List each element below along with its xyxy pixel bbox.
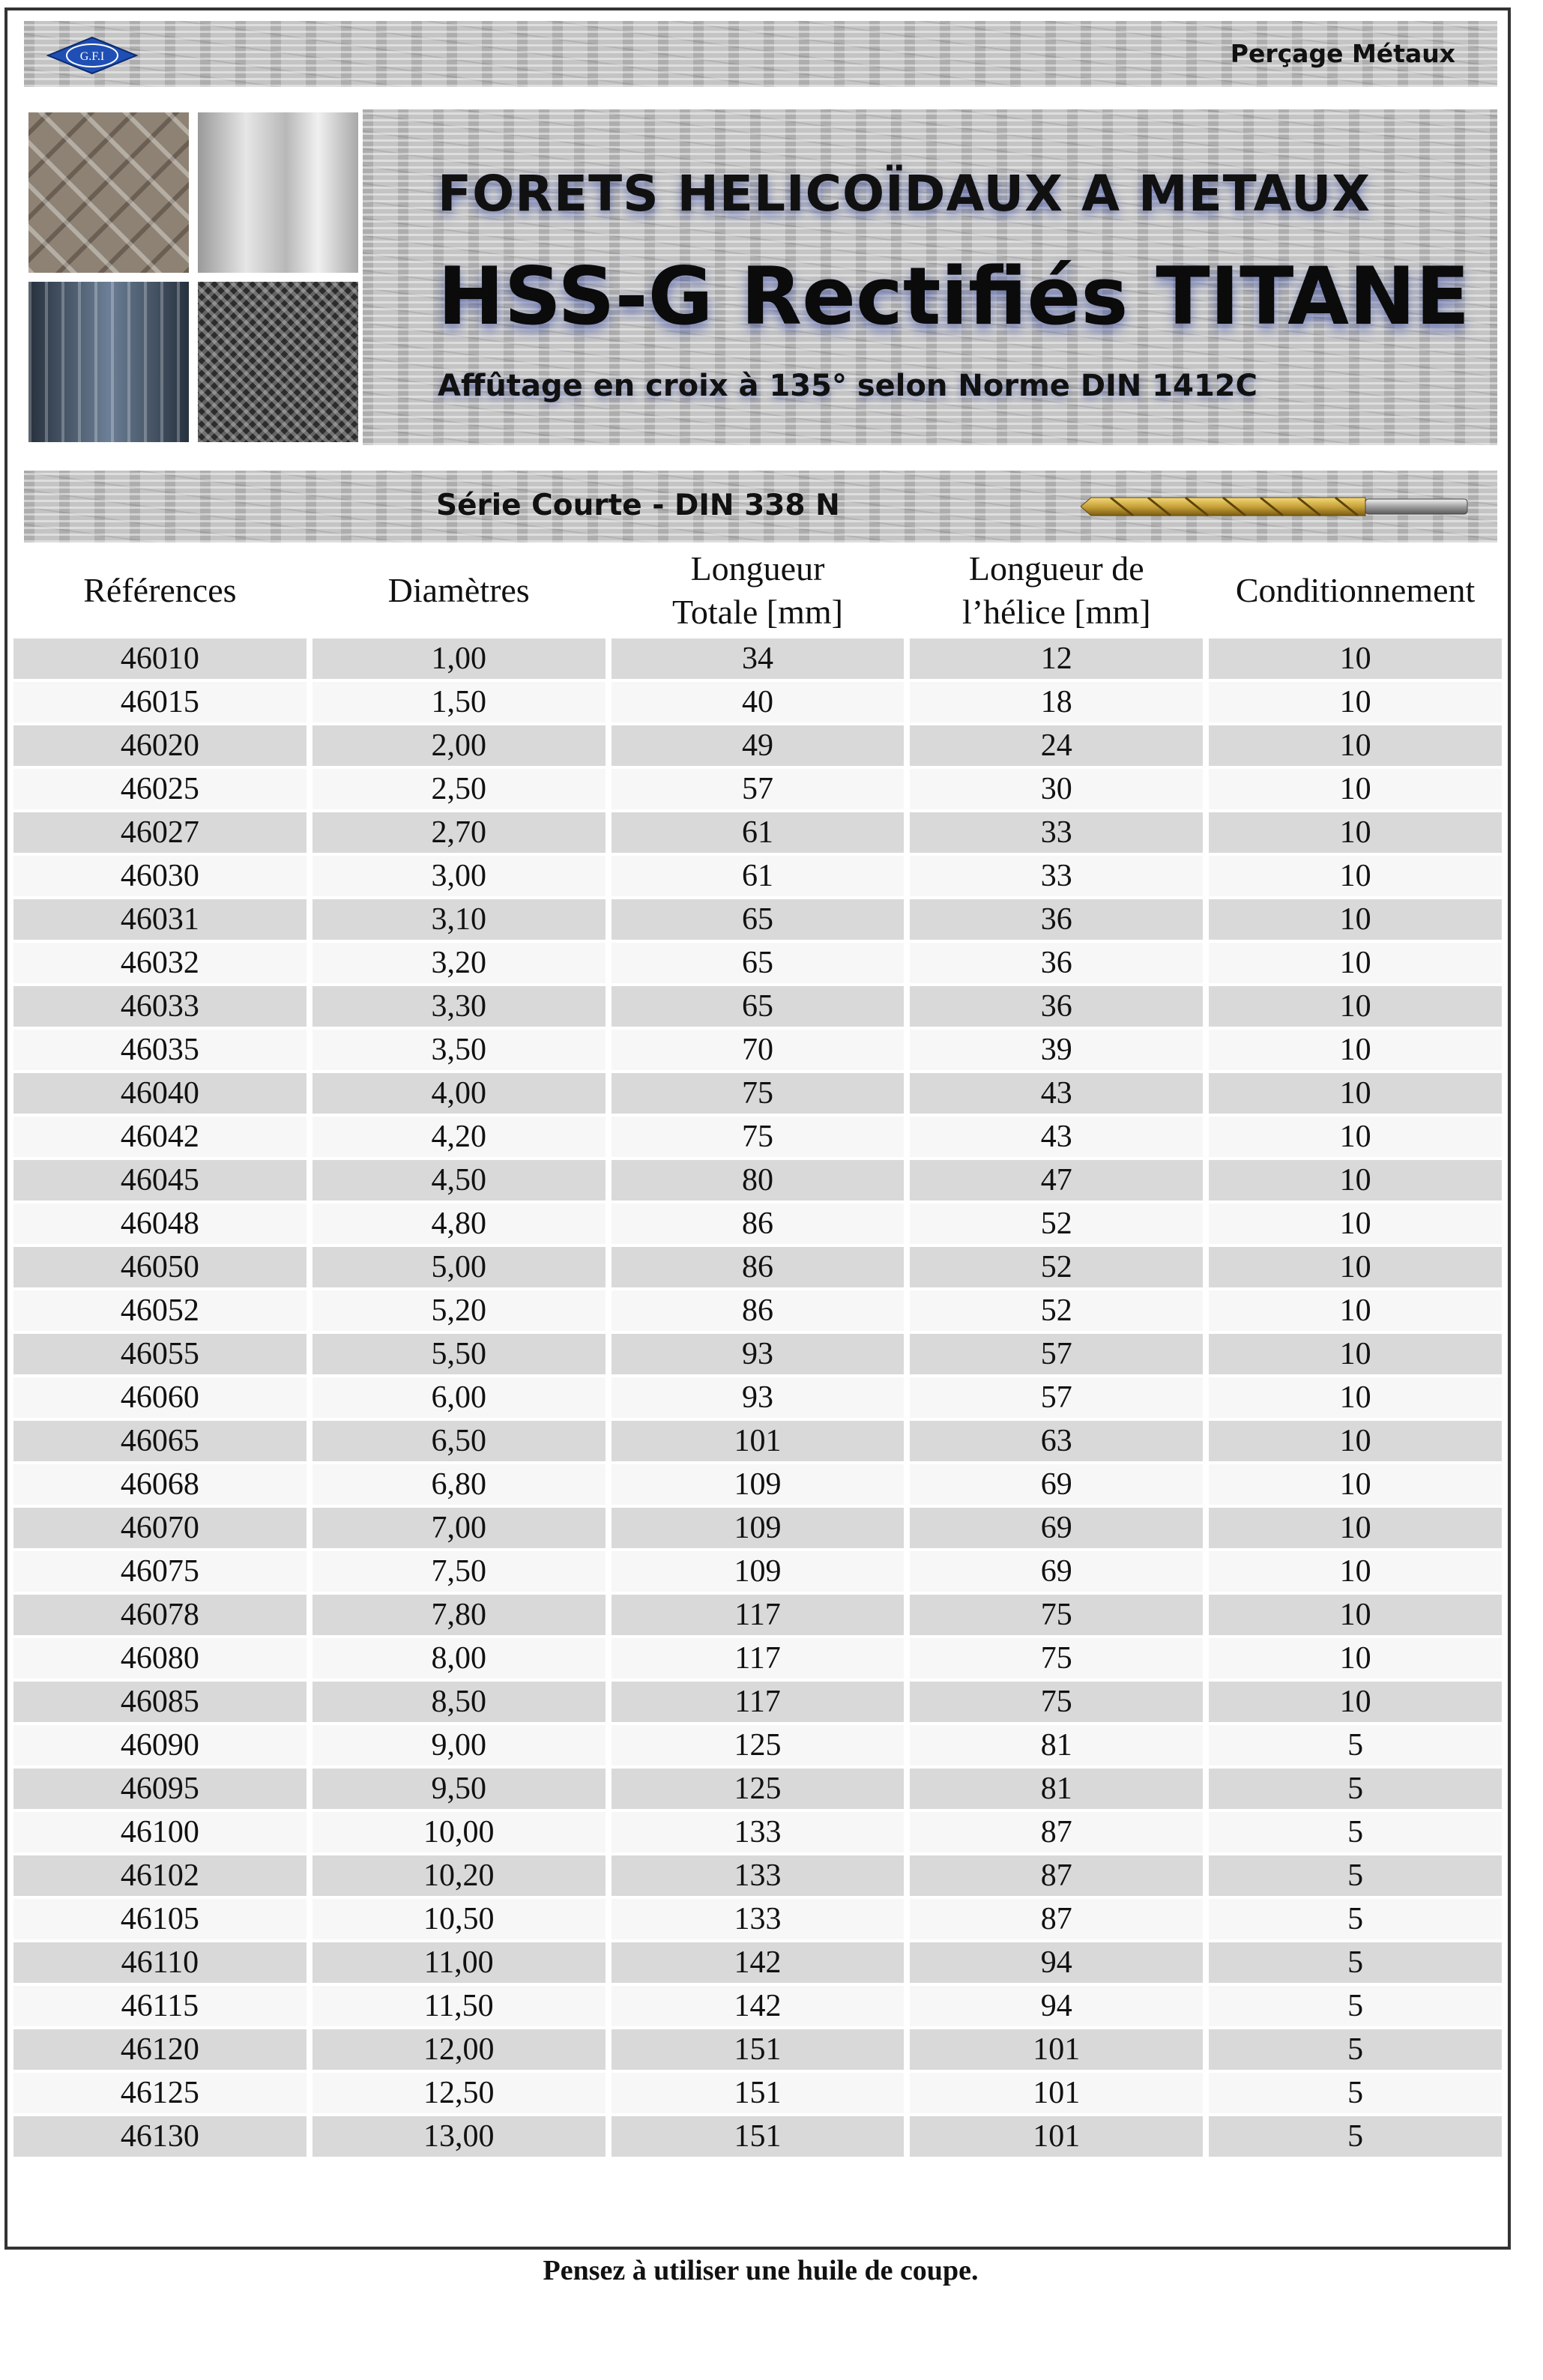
table-cell: 109 — [612, 1551, 905, 1592]
table-row — [13, 1334, 1502, 1374]
table-row — [13, 856, 1502, 896]
tread-plate-image — [28, 112, 189, 273]
table-row — [13, 1290, 1502, 1331]
table-cell: 93 — [612, 1377, 905, 1418]
table-cell: 47 — [910, 1160, 1203, 1200]
table-row — [13, 2116, 1502, 2157]
table-cell: 61 — [612, 856, 905, 896]
table-cell: 46060 — [13, 1377, 307, 1418]
table-cell: 10,00 — [312, 1812, 606, 1852]
table-cell: 142 — [612, 1942, 905, 1983]
table-cell: 101 — [612, 1421, 905, 1461]
table-cell: 10,50 — [312, 1899, 606, 1939]
table-cell: 3,00 — [312, 856, 606, 896]
table-cell: 46120 — [13, 2029, 307, 2070]
table-row — [13, 986, 1502, 1027]
top-header-bar — [24, 21, 1497, 87]
column-header: Diamètres — [312, 546, 606, 635]
table-cell: 94 — [910, 1942, 1203, 1983]
table-cell: 6,80 — [312, 1464, 606, 1505]
table-cell: 10 — [1209, 1377, 1502, 1418]
table-cell: 75 — [910, 1595, 1203, 1635]
table-cell: 46130 — [13, 2116, 307, 2157]
material-tiles — [28, 112, 358, 442]
table-cell: 69 — [910, 1464, 1203, 1505]
table-cell: 5,20 — [312, 1290, 606, 1331]
gfi-logo — [46, 36, 138, 75]
table-cell: 4,50 — [312, 1160, 606, 1200]
table-cell: 9,50 — [312, 1769, 606, 1809]
table-cell: 10 — [1209, 1551, 1502, 1592]
series-bar — [24, 471, 1497, 543]
table-cell: 46085 — [13, 1682, 307, 1722]
table-cell: 10 — [1209, 1203, 1502, 1244]
table-cell: 43 — [910, 1073, 1203, 1114]
table-cell: 10 — [1209, 986, 1502, 1027]
table-cell: 10 — [1209, 1117, 1502, 1157]
table-row — [13, 769, 1502, 809]
series-label: Série Courte - DIN 338 N — [436, 489, 840, 522]
table-body — [13, 638, 1502, 2157]
table-cell: 117 — [612, 1682, 905, 1722]
table-row — [13, 1203, 1502, 1244]
table-cell: 10 — [1209, 638, 1502, 679]
table-cell: 10 — [1209, 943, 1502, 983]
logo-text: G.F.I — [79, 50, 105, 63]
table-row — [13, 725, 1502, 766]
table-cell: 117 — [612, 1595, 905, 1635]
table-cell: 109 — [612, 1508, 905, 1548]
table-row — [13, 1030, 1502, 1070]
table-cell: 46065 — [13, 1421, 307, 1461]
table-cell: 109 — [612, 1464, 905, 1505]
table-cell: 46125 — [13, 2073, 307, 2113]
table-cell: 10 — [1209, 1595, 1502, 1635]
table-cell: 46035 — [13, 1030, 307, 1070]
product-table — [7, 543, 1508, 2160]
table-cell: 65 — [612, 986, 905, 1027]
column-header: Longueur de l’hélice [mm] — [910, 546, 1203, 635]
table-cell: 46070 — [13, 1508, 307, 1548]
table-row — [13, 1986, 1502, 2026]
table-cell: 10 — [1209, 1638, 1502, 1679]
table-cell: 7,00 — [312, 1508, 606, 1548]
table-cell: 2,70 — [312, 812, 606, 853]
table-cell: 10 — [1209, 682, 1502, 722]
table-cell: 46015 — [13, 682, 307, 722]
table-cell: 46078 — [13, 1595, 307, 1635]
table-header-row — [13, 546, 1502, 635]
table-cell: 40 — [612, 682, 905, 722]
table-cell: 46031 — [13, 899, 307, 940]
table-cell: 10 — [1209, 1073, 1502, 1114]
table-cell: 46068 — [13, 1464, 307, 1505]
table-cell: 46048 — [13, 1203, 307, 1244]
footer-note: Pensez à utiliser une huile de coupe. — [543, 2255, 979, 2286]
table-cell: 52 — [910, 1247, 1203, 1287]
table-cell: 2,50 — [312, 769, 606, 809]
table-cell: 43 — [910, 1117, 1203, 1157]
table-cell: 46045 — [13, 1160, 307, 1200]
table-cell: 10 — [1209, 1682, 1502, 1722]
table-row — [13, 1464, 1502, 1505]
table-cell: 3,50 — [312, 1030, 606, 1070]
table-cell: 57 — [612, 769, 905, 809]
table-row — [13, 899, 1502, 940]
table-cell: 70 — [612, 1030, 905, 1070]
table-cell: 93 — [612, 1334, 905, 1374]
product-title: FORETS HELICOÏDAUX A METAUX — [438, 165, 1371, 223]
table-row — [13, 638, 1502, 679]
table-row — [13, 1855, 1502, 1896]
table-cell: 142 — [612, 1986, 905, 2026]
table-row — [13, 1682, 1502, 1722]
table-cell: 87 — [910, 1899, 1203, 1939]
table-cell: 8,00 — [312, 1638, 606, 1679]
column-header: Longueur Totale [mm] — [612, 546, 905, 635]
table-cell: 75 — [910, 1682, 1203, 1722]
table-cell: 86 — [612, 1203, 905, 1244]
table-cell: 46102 — [13, 1855, 307, 1896]
table-cell: 5 — [1209, 2029, 1502, 2070]
table-cell: 69 — [910, 1551, 1203, 1592]
table-cell: 34 — [612, 638, 905, 679]
table-cell: 75 — [612, 1117, 905, 1157]
table-cell: 46110 — [13, 1942, 307, 1983]
table-cell: 6,00 — [312, 1377, 606, 1418]
table-cell: 87 — [910, 1855, 1203, 1896]
table-cell: 133 — [612, 1812, 905, 1852]
table-cell: 133 — [612, 1855, 905, 1896]
table-cell: 46100 — [13, 1812, 307, 1852]
table-cell: 5 — [1209, 2073, 1502, 2113]
column-header: Références — [13, 546, 307, 635]
product-subtitle: HSS-G Rectifiés TITANE — [438, 250, 1470, 342]
table-cell: 9,00 — [312, 1725, 606, 1766]
table-row — [13, 1769, 1502, 1809]
table-cell: 46080 — [13, 1638, 307, 1679]
table-cell: 46030 — [13, 856, 307, 896]
title-banner — [363, 109, 1497, 445]
table-cell: 46050 — [13, 1247, 307, 1287]
table-cell: 81 — [910, 1769, 1203, 1809]
table-cell: 4,20 — [312, 1117, 606, 1157]
table-cell: 7,50 — [312, 1551, 606, 1592]
table-cell: 36 — [910, 986, 1203, 1027]
table-cell: 101 — [910, 2073, 1203, 2113]
table-cell: 5 — [1209, 1986, 1502, 2026]
table-cell: 46095 — [13, 1769, 307, 1809]
table-row — [13, 1942, 1502, 1983]
table-cell: 12,00 — [312, 2029, 606, 2070]
table-cell: 10 — [1209, 1421, 1502, 1461]
table-cell: 151 — [612, 2029, 905, 2070]
table-cell: 133 — [612, 1899, 905, 1939]
table-cell: 46027 — [13, 812, 307, 853]
table-cell: 46075 — [13, 1551, 307, 1592]
table-cell: 10 — [1209, 1464, 1502, 1505]
table-cell: 57 — [910, 1334, 1203, 1374]
table-cell: 6,50 — [312, 1421, 606, 1461]
table-row — [13, 1073, 1502, 1114]
table-cell: 5 — [1209, 2116, 1502, 2157]
table-cell: 69 — [910, 1508, 1203, 1548]
table-cell: 46020 — [13, 725, 307, 766]
table-row — [13, 943, 1502, 983]
table-cell: 5,00 — [312, 1247, 606, 1287]
table-cell: 81 — [910, 1725, 1203, 1766]
table-cell: 7,80 — [312, 1595, 606, 1635]
table-cell: 10 — [1209, 1247, 1502, 1287]
table-cell: 46033 — [13, 986, 307, 1027]
table-cell: 10 — [1209, 1030, 1502, 1070]
table-cell: 125 — [612, 1769, 905, 1809]
table-cell: 18 — [910, 682, 1203, 722]
table-cell: 10 — [1209, 725, 1502, 766]
table-cell: 86 — [612, 1247, 905, 1287]
table-cell: 10 — [1209, 1334, 1502, 1374]
table-cell: 75 — [910, 1638, 1203, 1679]
table-cell: 10 — [1209, 1508, 1502, 1548]
table-cell: 94 — [910, 1986, 1203, 2026]
table-cell: 3,20 — [312, 943, 606, 983]
table-cell: 61 — [612, 812, 905, 853]
table-cell: 1,50 — [312, 682, 606, 722]
table-cell: 151 — [612, 2073, 905, 2113]
table-row — [13, 1421, 1502, 1461]
table-cell: 39 — [910, 1030, 1203, 1070]
table-row — [13, 1508, 1502, 1548]
table-cell: 10 — [1209, 1160, 1502, 1200]
table-cell: 46010 — [13, 638, 307, 679]
table-cell: 80 — [612, 1160, 905, 1200]
table-cell: 46032 — [13, 943, 307, 983]
table-cell: 125 — [612, 1725, 905, 1766]
table-cell: 5 — [1209, 1725, 1502, 1766]
table-cell: 11,50 — [312, 1986, 606, 2026]
table-row — [13, 812, 1502, 853]
table-row — [13, 2029, 1502, 2070]
product-tagline: Affûtage en croix à 135° selon Norme DIN 1412C — [438, 369, 1257, 403]
table-cell: 1,00 — [312, 638, 606, 679]
table-row — [13, 2073, 1502, 2113]
table-row — [13, 1899, 1502, 1939]
table-cell: 10,20 — [312, 1855, 606, 1896]
table-cell: 46055 — [13, 1334, 307, 1374]
table-cell: 3,10 — [312, 899, 606, 940]
product-sheet — [4, 7, 1511, 2250]
table-cell: 10 — [1209, 856, 1502, 896]
table-cell: 33 — [910, 856, 1203, 896]
table-cell: 12 — [910, 638, 1203, 679]
table-cell: 151 — [612, 2116, 905, 2157]
column-header: Conditionnement — [1209, 546, 1502, 635]
table-cell: 5 — [1209, 1942, 1502, 1983]
table-row — [13, 1377, 1502, 1418]
metal-pipe-image — [28, 282, 189, 442]
table-cell: 10 — [1209, 769, 1502, 809]
table-cell: 10 — [1209, 812, 1502, 853]
section-label: Perçage Métaux — [1230, 39, 1455, 68]
table-cell: 65 — [612, 899, 905, 940]
table-cell: 5 — [1209, 1899, 1502, 1939]
table-cell: 101 — [910, 2029, 1203, 2070]
table-cell: 87 — [910, 1812, 1203, 1852]
table-row — [13, 1247, 1502, 1287]
table-cell: 8,50 — [312, 1682, 606, 1722]
table-cell: 101 — [910, 2116, 1203, 2157]
table-row — [13, 1812, 1502, 1852]
table-cell: 24 — [910, 725, 1203, 766]
table-cell: 3,30 — [312, 986, 606, 1027]
table-cell: 46025 — [13, 769, 307, 809]
table-cell: 46090 — [13, 1725, 307, 1766]
table-cell: 11,00 — [312, 1942, 606, 1983]
table-cell: 36 — [910, 943, 1203, 983]
table-row — [13, 1595, 1502, 1635]
table-cell: 36 — [910, 899, 1203, 940]
table-cell: 86 — [612, 1290, 905, 1331]
table-cell: 49 — [612, 725, 905, 766]
table-cell: 57 — [910, 1377, 1203, 1418]
table-cell: 33 — [910, 812, 1203, 853]
table-cell: 46115 — [13, 1986, 307, 2026]
table-cell: 12,50 — [312, 2073, 606, 2113]
table-cell: 13,00 — [312, 2116, 606, 2157]
table-row — [13, 1638, 1502, 1679]
table-cell: 4,00 — [312, 1073, 606, 1114]
table-cell: 46042 — [13, 1117, 307, 1157]
table-row — [13, 1160, 1502, 1200]
table-cell: 46105 — [13, 1899, 307, 1939]
drill-bit-image — [1081, 493, 1470, 520]
table-cell: 30 — [910, 769, 1203, 809]
table-row — [13, 682, 1502, 722]
table-cell: 117 — [612, 1638, 905, 1679]
table-cell: 75 — [612, 1073, 905, 1114]
brushed-steel-image — [198, 112, 358, 273]
table-cell: 46040 — [13, 1073, 307, 1114]
table-cell: 46052 — [13, 1290, 307, 1331]
table-cell: 5 — [1209, 1769, 1502, 1809]
table-row — [13, 1725, 1502, 1766]
table-cell: 63 — [910, 1421, 1203, 1461]
table-cell: 52 — [910, 1203, 1203, 1244]
table-cell: 5,50 — [312, 1334, 606, 1374]
table-cell: 10 — [1209, 899, 1502, 940]
table-cell: 2,00 — [312, 725, 606, 766]
table-cell: 65 — [612, 943, 905, 983]
table-cell: 10 — [1209, 1290, 1502, 1331]
table-cell: 52 — [910, 1290, 1203, 1331]
table-row — [13, 1551, 1502, 1592]
table-cell: 5 — [1209, 1812, 1502, 1852]
table-cell: 4,80 — [312, 1203, 606, 1244]
table-row — [13, 1117, 1502, 1157]
metal-mesh-image — [198, 282, 358, 442]
table-cell: 5 — [1209, 1855, 1502, 1896]
